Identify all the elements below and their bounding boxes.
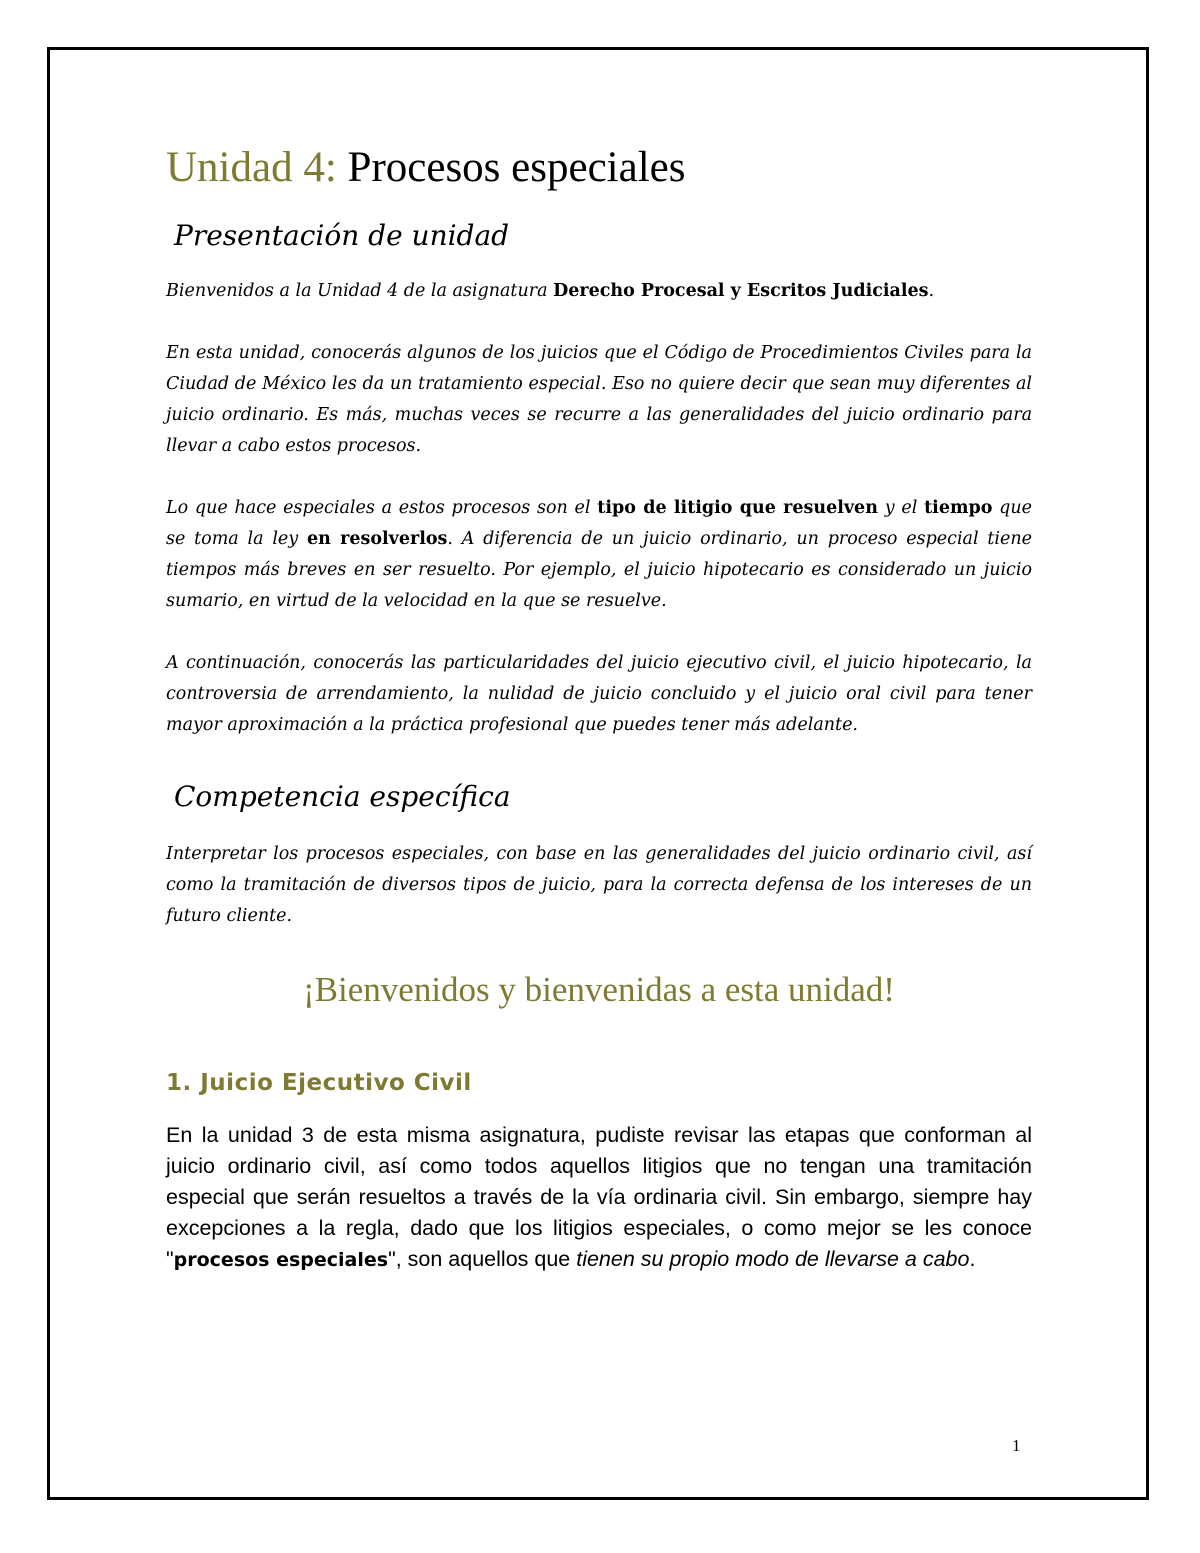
s1-bold: procesos especiales: [173, 1249, 389, 1271]
s1-text-3: .: [969, 1247, 976, 1271]
p1-end: .: [928, 281, 935, 301]
competence-heading: Competencia específica: [174, 780, 511, 813]
presentation-heading: Presentación de unidad: [174, 219, 510, 252]
page-number: 1: [1012, 1436, 1021, 1455]
subject-name: Derecho Procesal y Escritos Judiciales: [553, 281, 929, 301]
section-1-paragraph: [166, 1120, 1032, 1276]
unit-title: [166, 140, 1032, 196]
p3-bold-2: tiempo: [924, 498, 993, 518]
presentation-paragraph-3: [166, 493, 1032, 617]
p3-text-3: que se toma la ley: [166, 498, 1032, 549]
presentation-paragraph-1: [166, 276, 1032, 307]
s1-text-1: En la unidad 3 de esta misma asignatura, pudiste revisar las etapas que conforman al juicio ordinario civil, así como todos aquellos litigios que no tengan una tramitación especial que serán resueltos a través de la vía ordinaria civil. Sin embargo, siempre hay excepciones a la regla, dado que los litigios especiales, o como mejor se les conoce ": [166, 1123, 1032, 1271]
unit-name: Procesos especiales: [336, 144, 686, 191]
p3-text-1: Lo que hace especiales a estos procesos son el: [166, 498, 598, 518]
presentation-paragraph-4: A continuación, conocerás las particularidades del juicio ejecutivo civil, el juicio hipotecario, la controversia de arrendamiento, la nulidad de juicio concluido y el juicio oral civil para tener mayor aproximación a la práctica profesional que puedes tener más adelante.: [166, 653, 1032, 735]
s1-italic: tienen su propio modo de llevarse a cabo: [576, 1247, 970, 1271]
presentation-paragraph-2: En esta unidad, conocerás algunos de los juicios que el Código de Procedimientos Civiles para la Ciudad de México les da un tratamiento especial. Eso no quiere decir que sean muy diferentes al juicio ordinario. Es más, muchas veces se recurre a las generalidades del juicio ordinario para llevar a cabo estos procesos.: [166, 343, 1032, 456]
welcome-message: ¡Bienvenidos y bienvenidas a esta unidad!: [303, 970, 895, 1009]
unit-number: Unidad 4:: [166, 144, 337, 191]
section-1-heading: 1. Juicio Ejecutivo Civil: [166, 1070, 472, 1096]
document-content: [166, 140, 1032, 1276]
p3-bold-3: en resolverlos: [306, 529, 448, 549]
p3-text-2: y el: [877, 498, 925, 518]
p3-text-4: . A diferencia de un juicio ordinario, un proceso especial tiene tiempos más breves en ser resuelto. Por ejemplo, el juicio hipotecario es considerado un juicio sumario, en virtud de la velocidad en la que se resuelve.: [166, 529, 1032, 611]
s1-text-2: ", son aquellos que: [388, 1247, 577, 1271]
competence-paragraph: Interpretar los procesos especiales, con base en las generalidades del juicio ordinario civil, así como la tramitación de diversos tipos de juicio, para la correcta defensa de los intereses de un futuro cliente.: [166, 844, 1032, 926]
p3-bold-1: tipo de litigio que resuelven: [597, 498, 878, 518]
p1-text: Bienvenidos a la Unidad 4 de la asignatura: [166, 281, 554, 301]
